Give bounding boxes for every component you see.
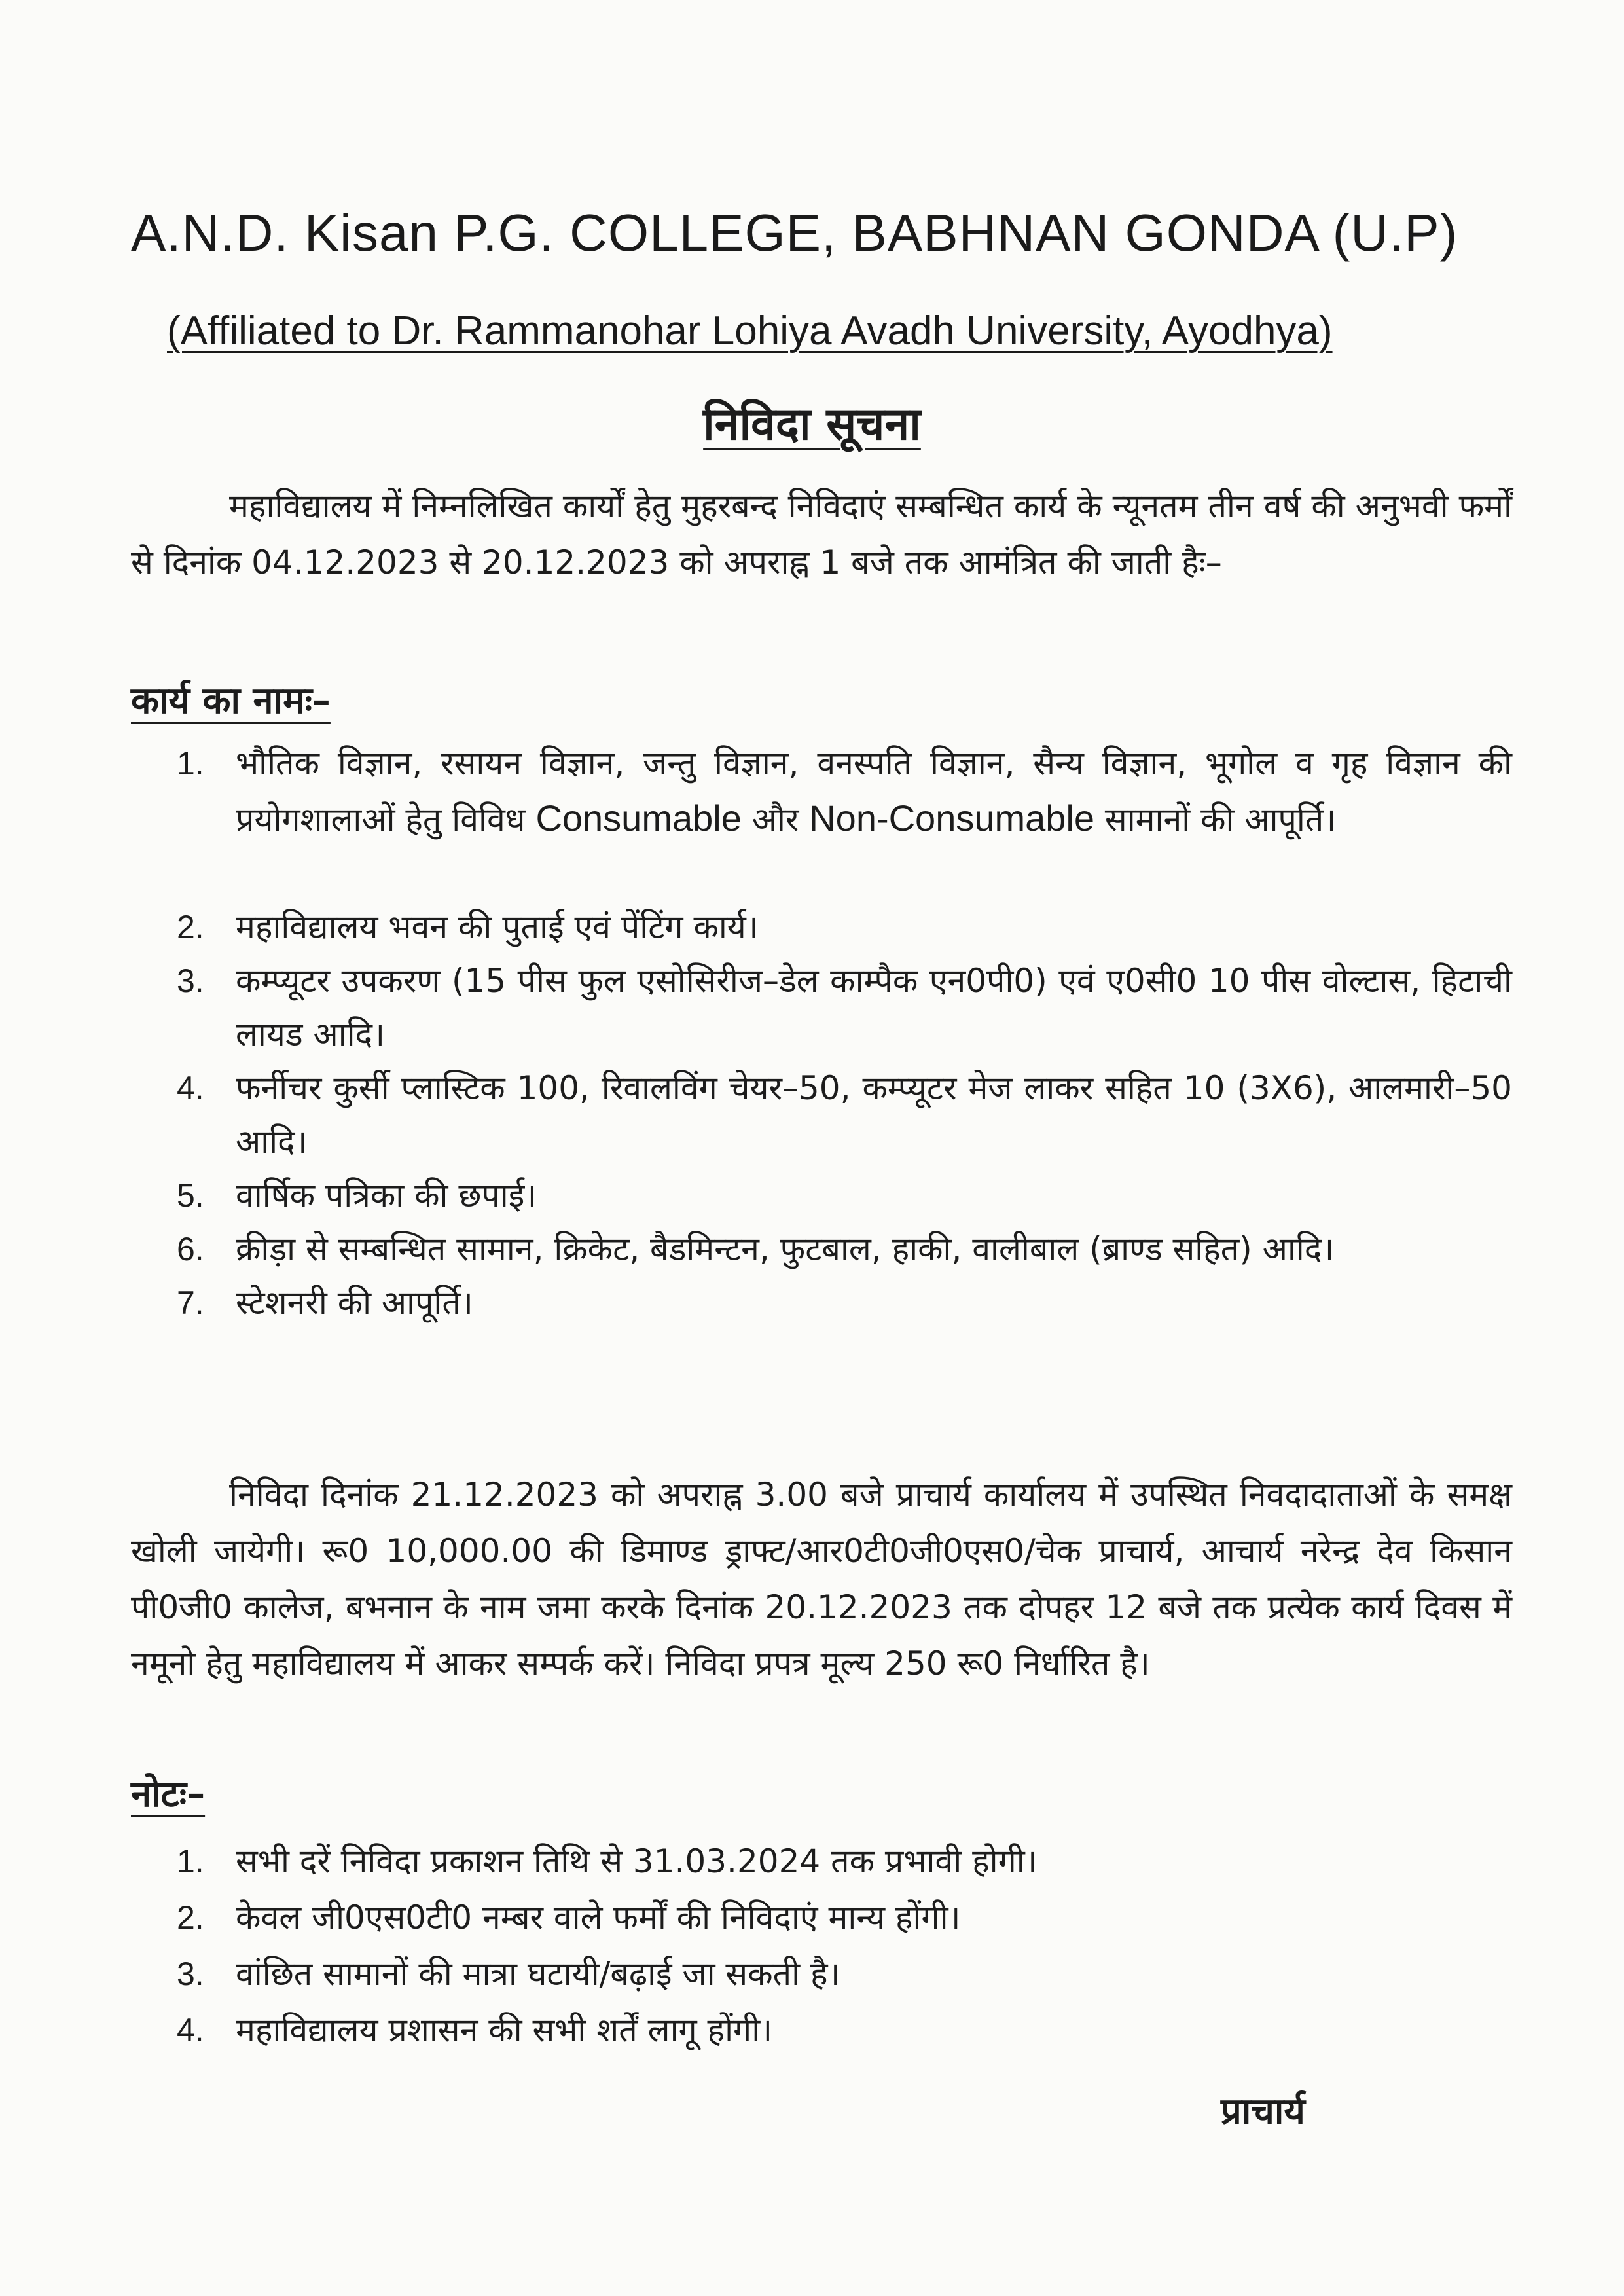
note-item-number: 4.: [177, 2012, 204, 2049]
work-item-text: स्टेशनरी की आपूर्ति।: [236, 1284, 473, 1322]
works-list: [177, 737, 1512, 1330]
work-item-text: [236, 737, 1512, 847]
work-item-text-part: और: [741, 801, 810, 839]
work-item-latin: Non-Consumable: [809, 797, 1095, 839]
work-item-text-part: सामानों की आपूर्ति।: [1094, 801, 1337, 839]
note-item-1: [177, 1833, 1512, 1889]
work-item-latin: Consumable: [535, 797, 742, 839]
work-item-2: [177, 900, 1512, 954]
note-item-2: [177, 1889, 1512, 1946]
note-item-number: 1.: [177, 1843, 204, 1880]
work-item-text: फर्नीचर कुर्सी प्लास्टिक 100, रिवालविंग चेयर–50, कम्प्यूटर मेज लाकर सहित 10 (3X6), आलमारी–50 आदि।: [236, 1069, 1512, 1161]
work-item-number: 4.: [177, 1070, 204, 1106]
affiliation-line: (Affiliated to Dr. Rammanohar Lohiya Avadh University, Ayodhya): [167, 308, 1333, 354]
note-item-text: वांछित सामानों की मात्रा घटायी/बढ़ाई जा सकती है।: [236, 1955, 840, 1993]
notes-list: [177, 1833, 1512, 2058]
notes-heading: नोटः–: [131, 1773, 206, 1815]
work-item-1: [177, 737, 1512, 900]
works-heading: कार्य का नामः–: [131, 680, 331, 722]
tender-paragraph: निविदा दिनांक 21.12.2023 को अपराह्न 3.00 बजे प्राचार्य कार्यालय में उपस्थित निवदादाताओं के समक्ष खोली जायेगी। रू0 10,000.00 की डिमाण्ड ड्राफ्ट/आर0टी0जी0एस0/चेक प्राचार्य, आचार्य नरेन्द्र देव किसान पी0जी0 कालेज, बभनान के नाम जमा करके दिनांक 20.12.2023 तक दोपहर 12 बजे तक प्रत्येक कार्य दिवस में नमूनो हेतु महाविद्यालय में आकर सम्पर्क करें। निविदा प्रपत्र मूल्य 250 रू0 निर्धारित है।: [131, 1476, 1512, 1683]
work-item-text: क्रीड़ा से सम्बन्धित सामान, क्रिकेट, बैडमिन्टन, फुटबाल, हाकी, वालीबाल (ब्राण्ड सहित) आदि।: [236, 1230, 1335, 1268]
work-item-6: [177, 1222, 1512, 1276]
work-item-number: 7.: [177, 1285, 204, 1321]
work-item-text: कम्प्यूटर उपकरण (15 पीस फुल एसोसिरीज–डेल काम्पैक एन0पी0) एवं ए0सी0 10 पीस वोल्टास, हिटाची लायड आदि।: [236, 962, 1512, 1053]
work-item-text-part: भौतिक विज्ञान, रसायन विज्ञान, जन्तु विज्ञान, वनस्पति विज्ञान, सैन्य विज्ञान, भूगोल व गृह विज्ञान की प्रयोगशालाओं हेतु विविध: [236, 744, 1512, 839]
intro-paragraph: महाविद्यालय में निम्नलिखित कार्यों हेतु मुहरबन्द निविदाएं सम्बन्धित कार्य के न्यूनतम तीन वर्ष की अनुभवी फर्मों से दिनांक 04.12.2023 से 20.12.2023 को अपराह्न 1 बजे तक आमंत्रित की जाती हैः–: [131, 487, 1512, 581]
work-item-number: 1.: [177, 745, 204, 782]
college-name: A.N.D. Kisan P.G. COLLEGE, BABHNAN GONDA (U.P): [131, 204, 1458, 262]
work-item-5: [177, 1169, 1512, 1222]
note-item-text: केवल जी0एस0टी0 नम्बर वाले फर्मों की निविदाएं मान्य होंगी।: [236, 1899, 961, 1937]
work-item-text: महाविद्यालय भवन की पुताई एवं पेंटिंग कार्य।: [236, 908, 759, 946]
work-item-7: [177, 1276, 1512, 1330]
work-item-number: 6.: [177, 1231, 204, 1267]
note-item-text: महाविद्यालय प्रशासन की सभी शर्तें लागू होंगी।: [236, 2011, 773, 2049]
work-item-number: 5.: [177, 1177, 204, 1214]
note-item-number: 2.: [177, 1899, 204, 1936]
work-item-text: वार्षिक पत्रिका की छपाई।: [236, 1176, 537, 1214]
note-item-3: [177, 1946, 1512, 2002]
note-item-number: 3.: [177, 1956, 204, 1992]
signature-principal: प्राचार्य: [1221, 2090, 1305, 2133]
note-item-4: [177, 2002, 1512, 2058]
notice-title: निविदा सूचना: [703, 399, 921, 450]
work-item-3: [177, 954, 1512, 1061]
note-item-text: सभी दरें निविदा प्रकाशन तिथि से 31.03.2024 तक प्रभावी होगी।: [236, 1842, 1038, 1880]
work-item-number: 2.: [177, 909, 204, 945]
work-item-number: 3.: [177, 962, 204, 999]
work-item-4: [177, 1061, 1512, 1169]
